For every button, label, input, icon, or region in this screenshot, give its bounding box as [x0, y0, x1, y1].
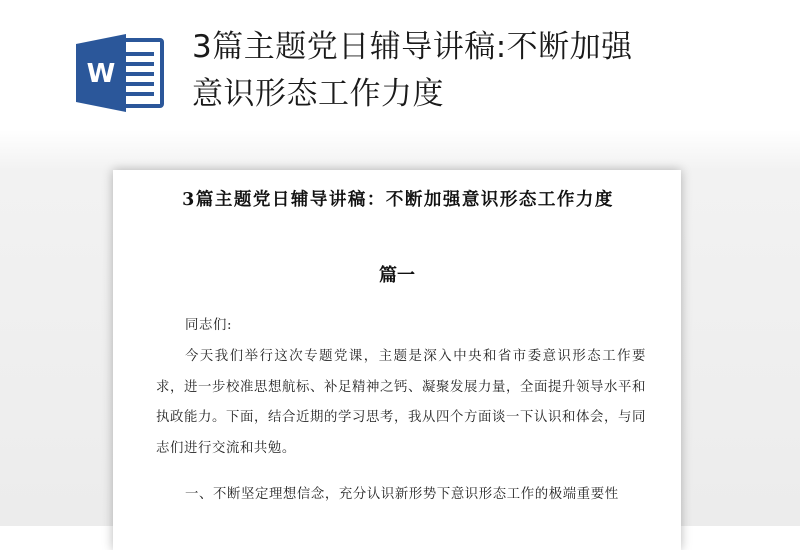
- intro-paragraph: 今天我们举行这次专题党课，主题是深入中央和省市委意识形态工作要求，进一步校准思想航标、补足精神之钙、凝聚发展力量，全面提升领导水平和执政能力。下面，结合近期的学习思考，我从四个方面谈一下认识和体会，与同志们进行交流和共勉。: [156, 349, 646, 456]
- page-title: 3篇主题党日辅导讲稿:不断加强意识形态工作力度: [192, 29, 633, 112]
- word-document-icon: [76, 32, 164, 114]
- section-heading: 篇一: [379, 265, 415, 286]
- document-page: [113, 170, 681, 550]
- point-one-paragraph: 一、不断坚定理想信念，充分认识新形势下意识形态工作的极端重要性: [185, 487, 619, 502]
- word-icon-letter: W: [86, 59, 116, 89]
- header: [0, 0, 800, 140]
- document-title: 3篇主题党日辅导讲稿：不断加强意识形态工作力度: [182, 190, 614, 210]
- salutation-paragraph: 同志们:: [185, 318, 233, 333]
